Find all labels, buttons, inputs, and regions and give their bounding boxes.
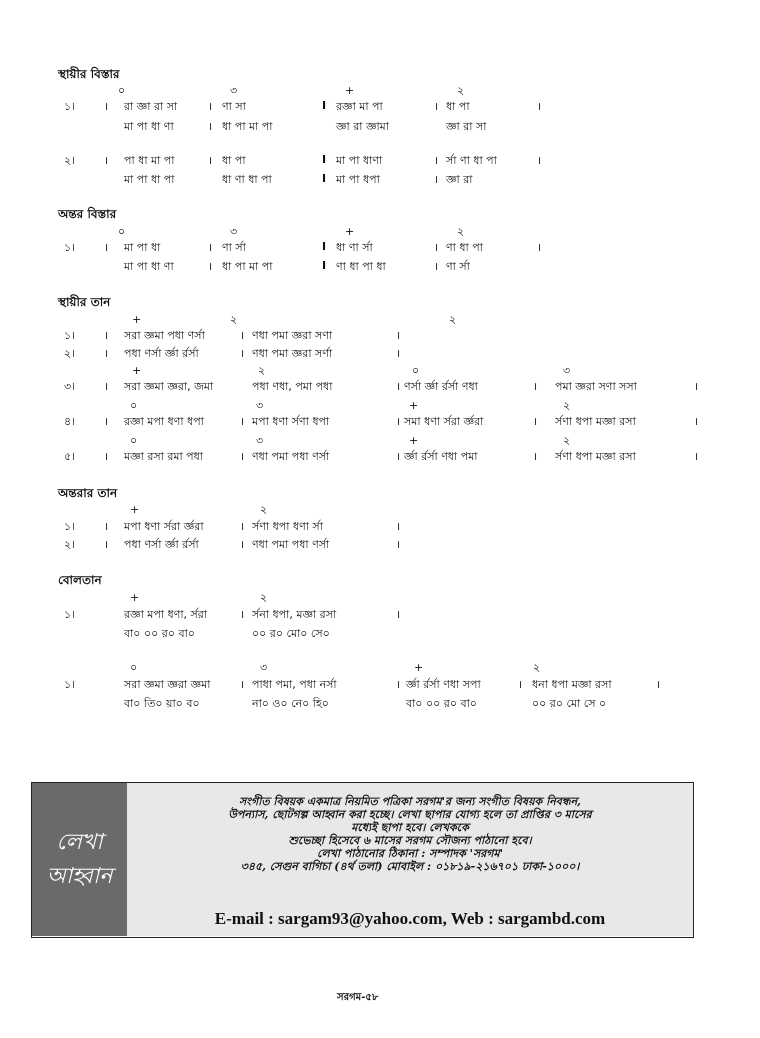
bar-line: । bbox=[240, 608, 245, 621]
taal-marker: ০ bbox=[130, 399, 138, 412]
row-number: ৩। bbox=[64, 380, 76, 393]
bar-line: । bbox=[533, 415, 538, 428]
bar-line: । bbox=[208, 100, 213, 113]
notation-cell: রা জ্ঞা রা সা bbox=[124, 100, 178, 113]
bar-line: I bbox=[322, 259, 327, 272]
row-number: ৫। bbox=[64, 450, 76, 463]
row-number: ১। bbox=[64, 329, 76, 342]
bar-line: । bbox=[104, 415, 109, 428]
bar-line: । bbox=[396, 678, 401, 691]
notice-line: সংগীত বিষয়ক একমাত্র নিয়মিত পত্রিকা সরগম'র জন্য সংগীত বিষয়ক নিবন্ধন, bbox=[238, 795, 582, 808]
notation-cell: ণা ধা পা bbox=[446, 241, 483, 254]
lyric-cell: বা০ ০০ র০ বা০ bbox=[124, 627, 195, 640]
notation-cell: ণা র্সা bbox=[222, 241, 246, 254]
taal-marker: ২ bbox=[457, 84, 465, 97]
notation-cell: র্সনা ধপা, মজ্ঞা রসা bbox=[252, 608, 337, 621]
bar-line: । bbox=[434, 100, 439, 113]
bar-line: । bbox=[396, 538, 401, 551]
bar-line: । bbox=[518, 678, 523, 691]
bar-line: । bbox=[694, 450, 699, 463]
bar-line: । bbox=[240, 450, 245, 463]
bar-line: । bbox=[208, 120, 213, 133]
notation-cell: র্সণা ধপা ধণা র্সা bbox=[252, 520, 323, 533]
lyric-cell: বা০ তি০ য়া০ ব০ bbox=[124, 697, 200, 710]
bar-line: । bbox=[240, 538, 245, 551]
section-heading-antara-bistar: অন্তর বিস্তার bbox=[58, 207, 117, 221]
notation-cell: ধা পা মা পা bbox=[222, 120, 273, 133]
row-number: ১। bbox=[64, 520, 76, 533]
section-heading-antara-taan: অন্তরার তান bbox=[58, 486, 118, 500]
notation-cell: ণধা পমা জ্ঞরা সণা bbox=[252, 329, 333, 342]
taal-marker: ৩ bbox=[230, 84, 238, 97]
section-heading-sthayi-bistar: স্থায়ীর বিস্তার bbox=[58, 67, 120, 81]
notation-cell: মা পা ধপা bbox=[336, 173, 380, 186]
bar-line: । bbox=[434, 241, 439, 254]
notice-line: ৩৪৫, সেগুন বাগিচা (৪র্থ তলা) মোবাইল : ০১৮১৯-২১৬৭০১ ঢাকা-১০০০। bbox=[240, 860, 580, 873]
notation-cell: সরা জ্ঞমা জ্ঞরা, জমা bbox=[124, 380, 214, 393]
lyric-cell: ০০ র০ মো০ সে০ bbox=[252, 627, 330, 640]
notation-cell: রজ্ঞা মা পা bbox=[336, 100, 383, 113]
row-number: ১। bbox=[64, 678, 76, 691]
bar-line: । bbox=[694, 415, 699, 428]
notation-cell: জ্ঞা রা জ্ঞামা bbox=[336, 120, 389, 133]
bar-line: । bbox=[104, 329, 109, 342]
notation-cell: রজ্ঞা মপা ধণা, র্সরা bbox=[124, 608, 208, 621]
notation-cell: মজ্ঞা রসা রমা পধা bbox=[124, 450, 203, 463]
lyric-cell: না০ ও০ নে০ হি০ bbox=[252, 697, 329, 710]
lyric-cell: বা০ ০০ র০ বা০ bbox=[406, 697, 477, 710]
notice-body bbox=[127, 783, 693, 936]
bar-line: । bbox=[240, 415, 245, 428]
notation-cell: ণধা পমা পধা ণর্সা bbox=[252, 450, 330, 463]
notation-cell: সরা জ্ঞমা জ্ঞরা জ্ঞমা bbox=[124, 678, 211, 691]
bar-line: । bbox=[396, 380, 401, 393]
notation-cell: ণা র্সা bbox=[446, 260, 470, 273]
taal-marker: + bbox=[132, 313, 142, 326]
row-number: ২। bbox=[64, 154, 76, 167]
taal-marker: + bbox=[132, 364, 142, 377]
taal-marker: ৩ bbox=[563, 364, 571, 377]
bar-line: । bbox=[104, 520, 109, 533]
notation-cell: ধা পা মা পা bbox=[222, 260, 273, 273]
lyric-cell: ০০ র০ মো সে ০ bbox=[532, 697, 607, 710]
taal-marker: ২ bbox=[260, 591, 268, 604]
notation-cell: ণধা পমা জ্ঞরা সর্ণা bbox=[252, 347, 333, 360]
notation-cell: মপা ধণা র্সণা ধপা bbox=[252, 415, 330, 428]
notice-side-label: লেখা bbox=[56, 829, 103, 855]
taal-marker: + bbox=[345, 225, 355, 238]
notation-cell: পাধা পমা, পধা নর্সা bbox=[252, 678, 337, 691]
row-number: ১। bbox=[64, 100, 76, 113]
notation-cell: পধা ণধা, পমা পধা bbox=[252, 380, 333, 393]
bar-line: । bbox=[537, 241, 542, 254]
bar-line: । bbox=[694, 380, 699, 393]
taal-marker: + bbox=[130, 503, 140, 516]
notation-cell: জ্ঞা রা bbox=[446, 173, 473, 186]
taal-marker: + bbox=[130, 591, 140, 604]
bar-line: । bbox=[396, 450, 401, 463]
notation-cell: ধা পা bbox=[222, 154, 246, 167]
notation-cell: মা পা ধা bbox=[124, 241, 161, 254]
bar-line: । bbox=[240, 520, 245, 533]
notation-cell: পধা ণর্সা র্জ্ঞা র্রর্সা bbox=[124, 347, 199, 360]
notation-cell: সমা ধণা র্সরা র্জ্ঞরা bbox=[404, 415, 484, 428]
taal-marker: ৩ bbox=[260, 661, 268, 674]
taal-marker: ০ bbox=[130, 661, 138, 674]
notation-cell: ণা ধা পা ধা bbox=[336, 260, 386, 273]
bar-line: । bbox=[537, 100, 542, 113]
notation-cell: ধা পা bbox=[446, 100, 470, 113]
taal-marker: ২ bbox=[230, 313, 238, 326]
notation-cell: র্জ্ঞা র্রর্সা ণধা সপা bbox=[406, 678, 481, 691]
taal-marker: ২ bbox=[457, 225, 465, 238]
notation-cell: জ্ঞা রা সা bbox=[446, 120, 487, 133]
notation-cell: ণা সা bbox=[222, 100, 246, 113]
bar-line: । bbox=[104, 100, 109, 113]
bar-line: । bbox=[533, 450, 538, 463]
taal-marker: + bbox=[409, 434, 419, 447]
section-heading-boltaan: বোলতান bbox=[58, 573, 102, 587]
bar-line: । bbox=[537, 154, 542, 167]
bar-line: । bbox=[434, 260, 439, 273]
page-footer: সরগম-৫৮ bbox=[337, 992, 379, 1003]
taal-marker: ২ bbox=[533, 661, 541, 674]
bar-line: । bbox=[208, 241, 213, 254]
notice-side-panel bbox=[32, 783, 127, 936]
notation-cell: রজ্ঞা মপা ধণা ধপা bbox=[124, 415, 204, 428]
taal-marker: ০ bbox=[118, 84, 126, 97]
bar-line: । bbox=[656, 678, 661, 691]
row-number: ২। bbox=[64, 347, 76, 360]
call-for-writings-box bbox=[31, 782, 694, 938]
bar-line: । bbox=[104, 380, 109, 393]
taal-marker: ০ bbox=[412, 364, 420, 377]
notation-cell: পা ধা মা পা bbox=[124, 154, 175, 167]
bar-line: । bbox=[396, 608, 401, 621]
bar-line: । bbox=[104, 347, 109, 360]
contact-info: E-mail : sargam93@yahoo.com, Web : sargambd.com bbox=[214, 909, 606, 928]
section-heading-sthayi-taan: স্থায়ীর তান bbox=[58, 295, 111, 309]
taal-marker: + bbox=[345, 84, 355, 97]
bar-line: I bbox=[322, 240, 327, 253]
bar-line: । bbox=[434, 154, 439, 167]
bar-line: । bbox=[208, 154, 213, 167]
bar-line: I bbox=[322, 153, 327, 166]
bar-line: । bbox=[533, 380, 538, 393]
bar-line: । bbox=[434, 173, 439, 186]
notation-cell: পমা জ্ঞরা সণা সসা bbox=[555, 380, 637, 393]
notation-cell: ধনা ধপা মজ্ঞা রসা bbox=[532, 678, 612, 691]
bar-line: । bbox=[240, 347, 245, 360]
notation-cell: র্সণা ধপা মজ্ঞা রসা bbox=[555, 415, 636, 428]
bar-line: । bbox=[208, 260, 213, 273]
taal-marker: ০ bbox=[118, 225, 126, 238]
notation-cell: ণর্সা র্জ্ঞা র্রর্সা ণধা bbox=[404, 380, 478, 393]
notation-cell: র্সা ণা ধা পা bbox=[446, 154, 497, 167]
notation-cell: ণধা পমা পধা ণর্সা bbox=[252, 538, 330, 551]
notation-cell: মপা ধণা র্সরা র্জ্ঞরা bbox=[124, 520, 204, 533]
notation-cell: সরা জ্ঞমা পধা ণর্সা bbox=[124, 329, 205, 342]
row-number: ৪। bbox=[64, 415, 76, 428]
notation-cell: ধা ণা র্সা bbox=[336, 241, 373, 254]
notation-cell: মা পা ধা ণা bbox=[124, 120, 174, 133]
taal-marker: ২ bbox=[449, 313, 457, 326]
bar-line: । bbox=[240, 329, 245, 342]
notation-cell: র্জ্ঞা র্রর্সা ণধা পমা bbox=[404, 450, 478, 463]
notation-cell: মা পা ধা ণা bbox=[124, 260, 174, 273]
notation-cell: মা পা ধা পা bbox=[124, 173, 175, 186]
notation-cell: ধা ণা ধা পা bbox=[222, 173, 272, 186]
notation-cell: পধা ণর্সা র্জ্ঞা র্রর্সা bbox=[124, 538, 199, 551]
taal-marker: ২ bbox=[260, 503, 268, 516]
taal-marker: ৩ bbox=[256, 399, 264, 412]
bar-line: । bbox=[396, 329, 401, 342]
bar-line: । bbox=[396, 415, 401, 428]
bar-line: । bbox=[396, 520, 401, 533]
bar-line: । bbox=[396, 347, 401, 360]
bar-line: । bbox=[240, 678, 245, 691]
taal-marker: ০ bbox=[130, 434, 138, 447]
row-number: ২। bbox=[64, 538, 76, 551]
row-number: ১। bbox=[64, 608, 76, 621]
bar-line: । bbox=[104, 154, 109, 167]
notice-side-label: আহ্বান bbox=[46, 863, 113, 889]
taal-marker: ২ bbox=[258, 364, 266, 377]
bar-line: I bbox=[322, 172, 327, 185]
notation-cell: র্সণা ধপা মজ্ঞা রসা bbox=[555, 450, 636, 463]
notation-cell: মা পা ধাণা bbox=[336, 154, 383, 167]
notice-line: লেখা পাঠানোর ঠিকানা : সম্পাদক 'সরগম' bbox=[317, 847, 503, 860]
taal-marker: ২ bbox=[563, 434, 571, 447]
notice-line: উপন্যাস, ছোটগল্প আহ্বান করা হচ্ছে। লেখা ছাপার যোগ্য হলে তা প্রাপ্তির ৩ মাসের bbox=[228, 808, 592, 821]
bar-line: I bbox=[322, 99, 327, 112]
notice-line: মধ্যেই ছাপা হবে। লেখককে bbox=[351, 821, 469, 834]
bar-line: । bbox=[104, 538, 109, 551]
taal-marker: ৩ bbox=[256, 434, 264, 447]
notice-line: শুভেচ্ছা হিসেবে ৬ মাসের সরগম সৌজন্য পাঠানো হবে। bbox=[288, 834, 532, 847]
row-number: ১। bbox=[64, 241, 76, 254]
taal-marker: ২ bbox=[563, 399, 571, 412]
taal-marker: + bbox=[409, 399, 419, 412]
bar-line: । bbox=[104, 241, 109, 254]
taal-marker: ৩ bbox=[230, 225, 238, 238]
taal-marker: + bbox=[414, 661, 424, 674]
bar-line: । bbox=[104, 450, 109, 463]
